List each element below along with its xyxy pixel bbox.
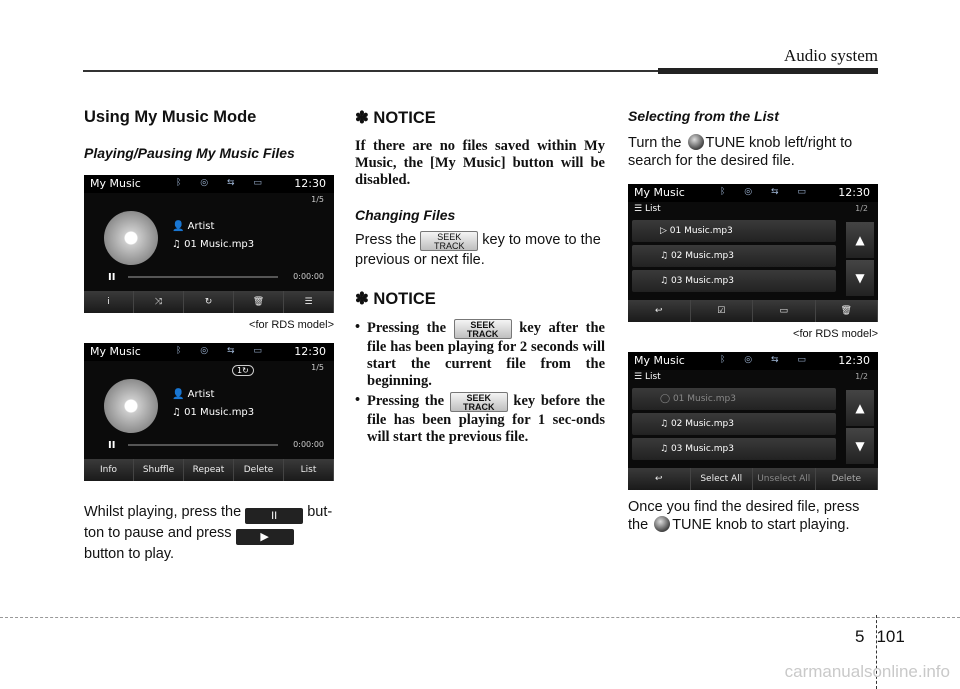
footer-rule xyxy=(0,617,960,618)
column-1 xyxy=(84,108,334,578)
page-number: 5 101 xyxy=(855,627,905,646)
list-item: ♫ 03 Music.mp3 xyxy=(632,270,836,292)
text-button-row xyxy=(628,468,878,490)
artist-label: 👤 Artist xyxy=(172,389,215,400)
tune-knob-icon xyxy=(654,516,670,532)
selecting-paragraph: Turn the TUNE knob left/right to search for the desired file. xyxy=(628,135,853,169)
section-heading: Using My Music Mode xyxy=(84,108,257,126)
trash-icon: 🗑 xyxy=(816,300,879,322)
screen-title: My Music xyxy=(90,345,141,358)
repeat-button: Repeat xyxy=(184,459,234,481)
elapsed-time: 0:00:00 xyxy=(293,272,324,281)
list-screen-2 xyxy=(628,352,878,490)
song-label: ♫ 01 Music.mp3 xyxy=(172,407,255,418)
notice-heading-2: ✽ NOTICE xyxy=(355,290,436,308)
status-icons: ᛒ ◎ ⇆ ▭ xyxy=(176,178,270,188)
status-icons: ᛒ ◎ ⇆ ▭ xyxy=(176,346,270,356)
notice-bullet-1: • Pressing the SEEK TRACK key after the file has been playing for 2 seconds will start the current file from the beginning. xyxy=(355,319,605,390)
select-all-icon: ☑ xyxy=(691,300,754,322)
info-button: Info xyxy=(84,459,134,481)
status-icons: ᛒ ◎ ⇆ ▭ xyxy=(720,355,814,365)
list-item: ♫ 03 Music.mp3 xyxy=(632,438,836,460)
list-item: ▷ 01 Music.mp3 xyxy=(632,220,836,242)
screen-time: 12:30 xyxy=(294,177,326,190)
progress-bar xyxy=(128,444,278,446)
scroll-up-icon: ▲ xyxy=(846,390,874,426)
notice-heading: ✽ NOTICE xyxy=(355,109,436,127)
list-header: ☰ List xyxy=(634,372,661,382)
icon-button-row xyxy=(628,300,878,322)
pause-icon: II xyxy=(108,440,116,451)
tune-paragraph: Once you find the desired file, press the TUNE knob to start playing. xyxy=(628,499,860,533)
header-bar xyxy=(658,68,878,74)
list-item: ♫ 02 Music.mp3 xyxy=(632,245,836,267)
trash-icon: 🗑 xyxy=(234,291,284,313)
screen-time: 12:30 xyxy=(838,186,870,199)
watermark: carmanualsonline.info xyxy=(784,662,950,681)
track-count: 1/5 xyxy=(311,363,324,372)
subheading-playing: Playing/Pausing My Music Files xyxy=(84,145,295,161)
progress-bar xyxy=(128,276,278,278)
back-icon: ↩ xyxy=(628,300,691,322)
shuffle-button: Shuffle xyxy=(134,459,184,481)
subheading-selecting: Selecting from the List xyxy=(628,108,779,124)
list-header: ☰ List xyxy=(634,204,661,214)
song-label: ♫ 01 Music.mp3 xyxy=(172,239,255,250)
pause-key-icon: II xyxy=(245,508,303,524)
header-rule xyxy=(83,70,658,72)
text-button-row xyxy=(84,459,334,481)
icon-button-row xyxy=(84,291,334,313)
back-icon: ↩ xyxy=(628,468,691,490)
list-page: 1/2 xyxy=(855,204,868,213)
screen-title: My Music xyxy=(634,354,685,367)
delete-button: Delete xyxy=(816,468,879,490)
delete-button: Delete xyxy=(234,459,284,481)
list-item: ♫ 02 Music.mp3 xyxy=(632,413,836,435)
screen-time: 12:30 xyxy=(838,354,870,367)
repeat-icon: ↻ xyxy=(184,291,234,313)
column-2 xyxy=(355,108,605,448)
scroll-down-icon: ▼ xyxy=(846,260,874,296)
repeat-one-icon: 1↻ xyxy=(232,365,254,376)
unselect-icon: ▭ xyxy=(753,300,816,322)
unselect-all-button: Unselect All xyxy=(753,468,816,490)
notice-list xyxy=(355,319,605,446)
my-music-screen-1 xyxy=(84,175,334,313)
changing-paragraph: Press the SEEK TRACK key to move to the previous or next file. xyxy=(355,232,601,268)
screen-title: My Music xyxy=(90,177,141,190)
seek-track-key-icon: SEEK TRACK xyxy=(454,319,512,339)
screen-time: 12:30 xyxy=(294,345,326,358)
header-title: Audio system xyxy=(784,46,878,65)
elapsed-time: 0:00:00 xyxy=(293,440,324,449)
notice-bullet-2: • Pressing the SEEK TRACK key before the file has been playing for 1 sec-onds will start the previous file. xyxy=(355,392,605,446)
scroll-down-icon: ▼ xyxy=(846,428,874,464)
seek-track-key-icon: SEEK TRACK xyxy=(420,231,478,251)
list-item: ◯ 01 Music.mp3 xyxy=(632,388,836,410)
disc-icon xyxy=(104,211,158,265)
shuffle-icon: ⤨ xyxy=(134,291,184,313)
list-screen-1 xyxy=(628,184,878,322)
artist-label: 👤 Artist xyxy=(172,221,215,232)
tune-knob-icon xyxy=(688,134,704,150)
seek-track-key-icon: SEEK TRACK xyxy=(450,392,508,412)
notice-text: If there are no files saved within My Music, the [My Music] button will be disabled. xyxy=(355,138,605,188)
info-icon: i xyxy=(84,291,134,313)
list-button: List xyxy=(284,459,334,481)
list-icon: ☰ xyxy=(284,291,334,313)
status-icons: ᛒ ◎ ⇆ ▭ xyxy=(720,187,814,197)
subheading-changing: Changing Files xyxy=(355,207,456,223)
column-3 xyxy=(628,108,878,549)
caption-rds: <for RDS model> xyxy=(249,319,334,331)
track-count: 1/5 xyxy=(311,195,324,204)
pause-icon: II xyxy=(108,272,116,283)
list-page: 1/2 xyxy=(855,372,868,381)
caption-rds: <for RDS model> xyxy=(793,328,878,340)
screen-title: My Music xyxy=(634,186,685,199)
play-key-icon: ▶ xyxy=(236,529,294,545)
disc-icon xyxy=(104,379,158,433)
pause-play-paragraph: Whilst playing, press the II but-ton to pause and press ▶ button to play. xyxy=(84,504,333,562)
select-all-button: Select All xyxy=(691,468,754,490)
scroll-up-icon: ▲ xyxy=(846,222,874,258)
my-music-screen-2 xyxy=(84,343,334,481)
